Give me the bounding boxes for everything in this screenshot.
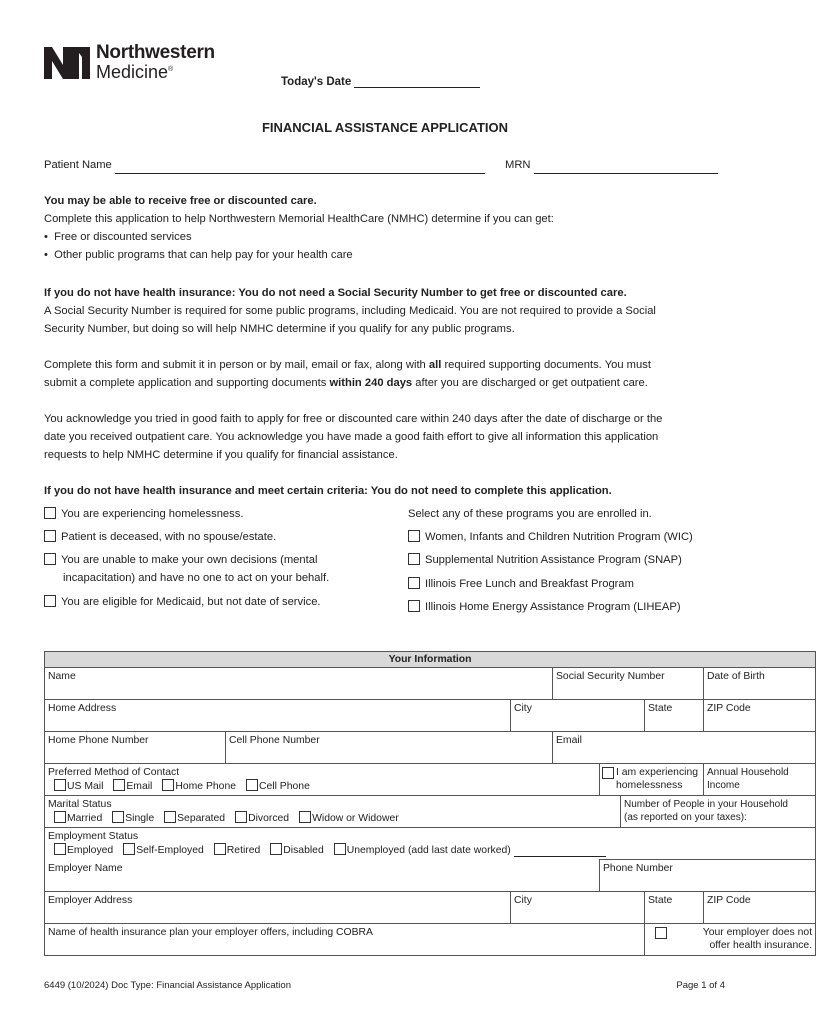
logo-wordmark [96, 44, 215, 81]
logo-line1: Northwestern [96, 42, 215, 63]
checkbox[interactable] [408, 553, 420, 565]
intro-bullet: • Other public programs that can help pay for your health care [44, 249, 353, 261]
marital-widow[interactable]: Widow or Widower [299, 813, 399, 824]
patient-name-line[interactable] [115, 173, 485, 174]
checkbox[interactable] [162, 779, 174, 791]
complete-section: Complete this form and submit it in person or by mail, email or fax, along with all required supporting documents. You must submit a complete application and supporting documents within 240 days after you are discharged or get outpatient care. [44, 359, 651, 389]
employer-name-cell[interactable]: Employer Name [45, 860, 600, 892]
todays-date-line[interactable] [354, 87, 480, 88]
programs-heading: Select any of these programs you are enrolled in. [408, 508, 652, 520]
checkbox[interactable] [334, 843, 346, 855]
no-insurance-text: Security Number, but doing so will help NMHC determine if you qualify for any public programs. [44, 323, 515, 335]
name-cell[interactable]: Name [45, 668, 553, 700]
criteria-homeless[interactable]: You are experiencing homelessness. [44, 505, 243, 523]
program-snap[interactable]: Supplemental Nutrition Assistance Program (SNAP) [408, 551, 682, 569]
checkbox[interactable] [54, 779, 66, 791]
dob-cell[interactable]: Date of Birth [704, 668, 816, 700]
page-title: FINANCIAL ASSISTANCE APPLICATION [261, 120, 509, 135]
homeless-cell[interactable]: I am experiencing homelessness [600, 764, 704, 796]
contact-home-phone[interactable]: Home Phone [162, 781, 236, 792]
criteria-incapacitation[interactable]: You are unable to make your own decisions (mental [44, 551, 317, 569]
intro-text: Complete this application to help Northwestern Memorial HealthCare (NMHC) determine if you can get: [44, 213, 554, 225]
employer-zip-cell[interactable]: ZIP Code [704, 892, 816, 924]
checkbox[interactable] [408, 577, 420, 589]
employment-disabled[interactable]: Disabled [270, 845, 323, 856]
page-number: Page 1 of 4 [676, 980, 725, 991]
marital-separated[interactable]: Separated [164, 813, 225, 824]
contact-email[interactable]: Email [113, 781, 152, 792]
checkbox[interactable] [44, 595, 56, 607]
checkbox[interactable] [246, 779, 258, 791]
insurance-plan-cell[interactable]: Name of health insurance plan your employer offers, including COBRA [45, 924, 645, 956]
acknowledge-section: You acknowledge you tried in good faith to apply for free or discounted care within 240 days after the date of discharge or the date you received outpatient care. You acknowledge you have made a good faith effort to give all information this application requests to help NMHC determine if you qualify for financial assistance. [44, 413, 663, 461]
mrn-label: MRN [505, 159, 531, 171]
employment-retired[interactable]: Retired [214, 845, 261, 856]
intro-section [44, 192, 734, 264]
criteria-heading: If you do not have health insurance and meet certain criteria: You do not need to complete this application. [44, 485, 612, 497]
marital-status-cell: Marital Status Married Single Separated Divorced Widow or Widower [45, 796, 621, 828]
home-phone-cell[interactable]: Home Phone Number [45, 732, 226, 764]
employer-phone-cell[interactable]: Phone Number [600, 860, 816, 892]
state-cell[interactable]: State [645, 700, 704, 732]
todays-date-label: Today's Date [281, 76, 352, 88]
checkbox[interactable] [164, 811, 176, 823]
no-insurance-section [44, 284, 744, 338]
checkbox[interactable] [408, 530, 420, 542]
northwestern-medicine-logo-icon [44, 47, 90, 79]
checkbox[interactable] [235, 811, 247, 823]
patient-name-label: Patient Name [44, 159, 112, 171]
intro-bullet: • Free or discounted services [44, 231, 192, 243]
employer-address-cell[interactable]: Employer Address [45, 892, 511, 924]
mrn-field[interactable] [505, 156, 718, 174]
contact-us-mail[interactable]: US Mail [54, 781, 103, 792]
intro-heading: You may be able to receive free or discounted care. [44, 195, 317, 207]
last-date-worked-line[interactable] [514, 856, 606, 857]
household-cell[interactable]: Number of People in your Household (as reported on your taxes): [621, 796, 816, 828]
program-lunch[interactable]: Illinois Free Lunch and Breakfast Program [408, 575, 634, 593]
employment-unemployed[interactable]: Unemployed (add last date worked) [334, 845, 606, 856]
checkbox[interactable] [270, 843, 282, 855]
table-header: Your Information [45, 652, 816, 668]
home-address-cell[interactable]: Home Address [45, 700, 511, 732]
checkbox[interactable] [44, 507, 56, 519]
footer-doc-type: 6449 (10/2024) Doc Type: Financial Assistance Application [44, 980, 291, 991]
no-insurance-heading: If you do not have health insurance: You do not need a Social Security Number to get free or discounted care. [44, 287, 627, 299]
program-wic[interactable]: Women, Infants and Children Nutrition Program (WIC) [408, 528, 693, 546]
your-information-table [44, 651, 816, 956]
contact-cell-phone[interactable]: Cell Phone [246, 781, 310, 792]
program-liheap[interactable]: Illinois Home Energy Assistance Program (LIHEAP) [408, 598, 681, 616]
mrn-line[interactable] [534, 173, 718, 174]
checkbox[interactable] [408, 600, 420, 612]
checkbox[interactable] [602, 767, 614, 779]
marital-married[interactable]: Married [54, 813, 102, 824]
email-cell[interactable]: Email [553, 732, 816, 764]
checkbox[interactable] [44, 553, 56, 565]
checkbox[interactable] [54, 843, 66, 855]
no-insurance-text: A Social Security Number is required for some public programs, including Medicaid. You are not required to provide a Social [44, 305, 656, 317]
no-offer-cell[interactable]: Your employer does not offer health insurance. [645, 924, 816, 956]
ssn-cell[interactable]: Social Security Number [553, 668, 704, 700]
income-cell[interactable]: Annual Household Income [704, 764, 816, 796]
logo-line2: Medicine [96, 62, 169, 82]
checkbox[interactable] [214, 843, 226, 855]
checkbox[interactable] [112, 811, 124, 823]
employment-status-cell: Employment Status Employed Self-Employed Retired Disabled Unemployed (add last date worked) [45, 828, 816, 860]
checkbox[interactable] [113, 779, 125, 791]
checkbox[interactable] [54, 811, 66, 823]
employer-state-cell[interactable]: State [645, 892, 704, 924]
zip-cell[interactable]: ZIP Code [704, 700, 816, 732]
checkbox[interactable] [123, 843, 135, 855]
logo-registered-mark: ® [168, 66, 174, 73]
criteria-medicaid[interactable]: You are eligible for Medicaid, but not date of service. [44, 593, 321, 611]
employment-employed[interactable]: Employed [54, 845, 113, 856]
criteria-incapacitation-cont: incapacitation) and have no one to act on your behalf. [63, 572, 330, 584]
employer-city-cell[interactable]: City [511, 892, 645, 924]
checkbox[interactable] [655, 927, 667, 939]
checkbox[interactable] [299, 811, 311, 823]
cell-phone-cell[interactable]: Cell Phone Number [226, 732, 553, 764]
patient-name-field[interactable] [44, 156, 485, 174]
marital-single[interactable]: Single [112, 813, 154, 824]
city-cell[interactable]: City [511, 700, 645, 732]
checkbox[interactable] [44, 530, 56, 542]
marital-divorced[interactable]: Divorced [235, 813, 289, 824]
employment-self[interactable]: Self-Employed [123, 845, 204, 856]
criteria-deceased[interactable]: Patient is deceased, with no spouse/estate. [44, 528, 276, 546]
todays-date-field[interactable] [281, 76, 480, 88]
preferred-contact-cell: Preferred Method of Contact US Mail Email Home Phone Cell Phone [45, 764, 600, 796]
